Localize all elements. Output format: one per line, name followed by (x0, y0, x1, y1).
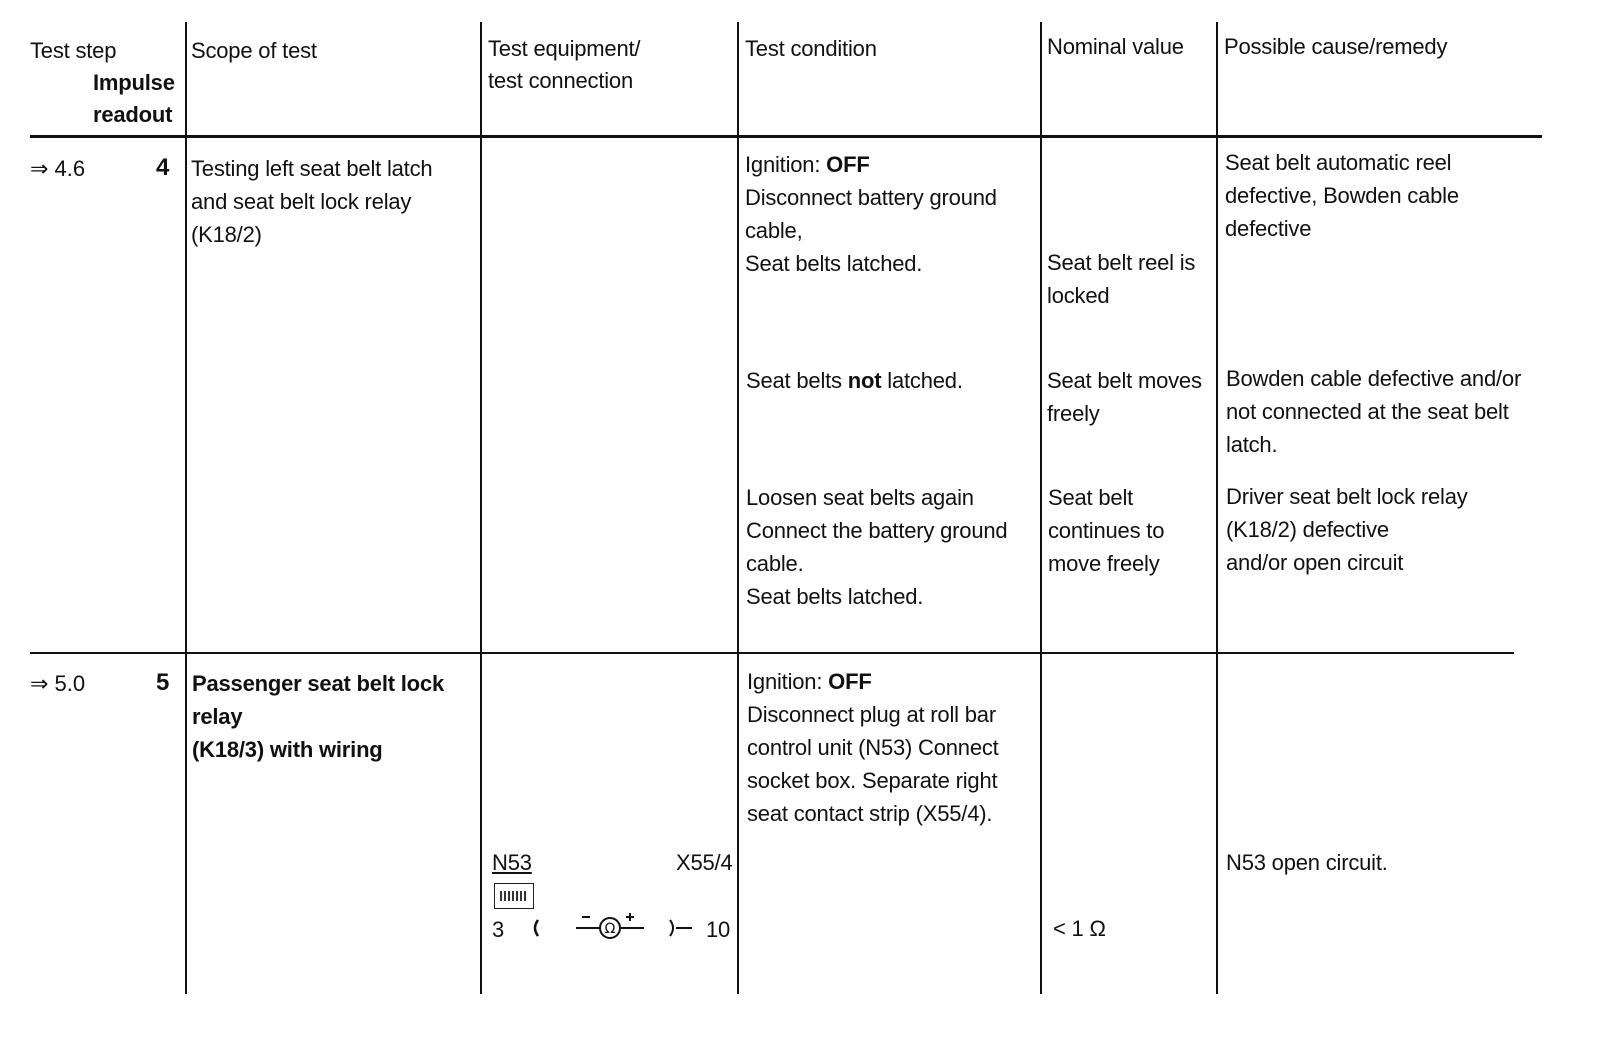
header-nominal: Nominal value (1047, 34, 1184, 59)
scope-text: Testing left seat belt latch and seat belt lock relay (K18/2) (191, 156, 433, 247)
condition-label: Ignition: (747, 669, 829, 694)
condition-emphasis: not (847, 368, 882, 393)
pin-left: 3 (492, 917, 505, 942)
pin-right: 10 (706, 917, 731, 942)
nominal-value: < 1 Ω (1053, 916, 1106, 941)
nominal-value: Seat belt moves freely (1047, 368, 1202, 426)
nominal-value: Seat belt continues to move freely (1048, 485, 1165, 576)
nominal-value: Seat belt reel is locked (1047, 250, 1196, 308)
scope-text: Passenger seat belt lock relay (K18/3) with wiring (192, 671, 444, 762)
header-scope: Scope of test (191, 38, 317, 63)
remedy-text: Seat belt automatic reel defective, Bowden cable defective (1225, 150, 1459, 241)
header-test-step: Test step (30, 38, 117, 63)
connector-label-n53: N53 (492, 850, 532, 875)
step-reference: ⇒ 5.0 (30, 671, 86, 696)
condition-label: Ignition: (745, 152, 827, 177)
column-divider (1216, 22, 1218, 994)
header-equipment: Test equipment/ test connection (488, 36, 641, 93)
condition-text (745, 148, 997, 280)
condition-text: Loosen seat belts again Connect the battery ground cable. Seat belts latched. (746, 485, 1008, 609)
header-condition: Test condition (745, 36, 877, 61)
remedy-text: N53 open circuit. (1226, 850, 1388, 875)
header-rule (30, 135, 1542, 138)
condition-rest: Disconnect battery ground cable, Seat belts latched. (745, 185, 997, 276)
condition-label: Seat belts (746, 368, 848, 393)
condition-rest: Disconnect plug at roll bar control unit (N53) Connect socket box. Separate right seat contact strip (X55/4). (747, 702, 999, 826)
socket-box-icon (494, 883, 534, 909)
condition-text (747, 665, 999, 830)
column-divider (185, 22, 187, 994)
condition-emphasis: OFF (826, 152, 870, 177)
remedy-text: Driver seat belt lock relay (K18/2) defective and/or open circuit (1226, 484, 1468, 575)
column-divider (1040, 22, 1042, 994)
column-divider (480, 22, 482, 994)
ohmmeter-icon (520, 908, 720, 948)
step-number: 5 (156, 669, 170, 696)
step-number: 4 (156, 154, 170, 181)
header-remedy: Possible cause/remedy (1224, 34, 1448, 59)
condition-text (746, 364, 963, 397)
header-impulse: Impulse (93, 70, 175, 95)
step-reference: ⇒ 4.6 (30, 156, 86, 181)
row-divider (30, 652, 1514, 654)
svg-text:Ω: Ω (604, 921, 616, 937)
column-divider (737, 22, 739, 994)
connector-label-x55: X55/4 (676, 850, 733, 875)
condition-emphasis: OFF (828, 669, 872, 694)
remedy-text: Bowden cable defective and/or not connected at the seat belt latch. (1226, 366, 1522, 457)
header-readout: readout (93, 102, 173, 127)
condition-rest: latched. (881, 368, 963, 393)
